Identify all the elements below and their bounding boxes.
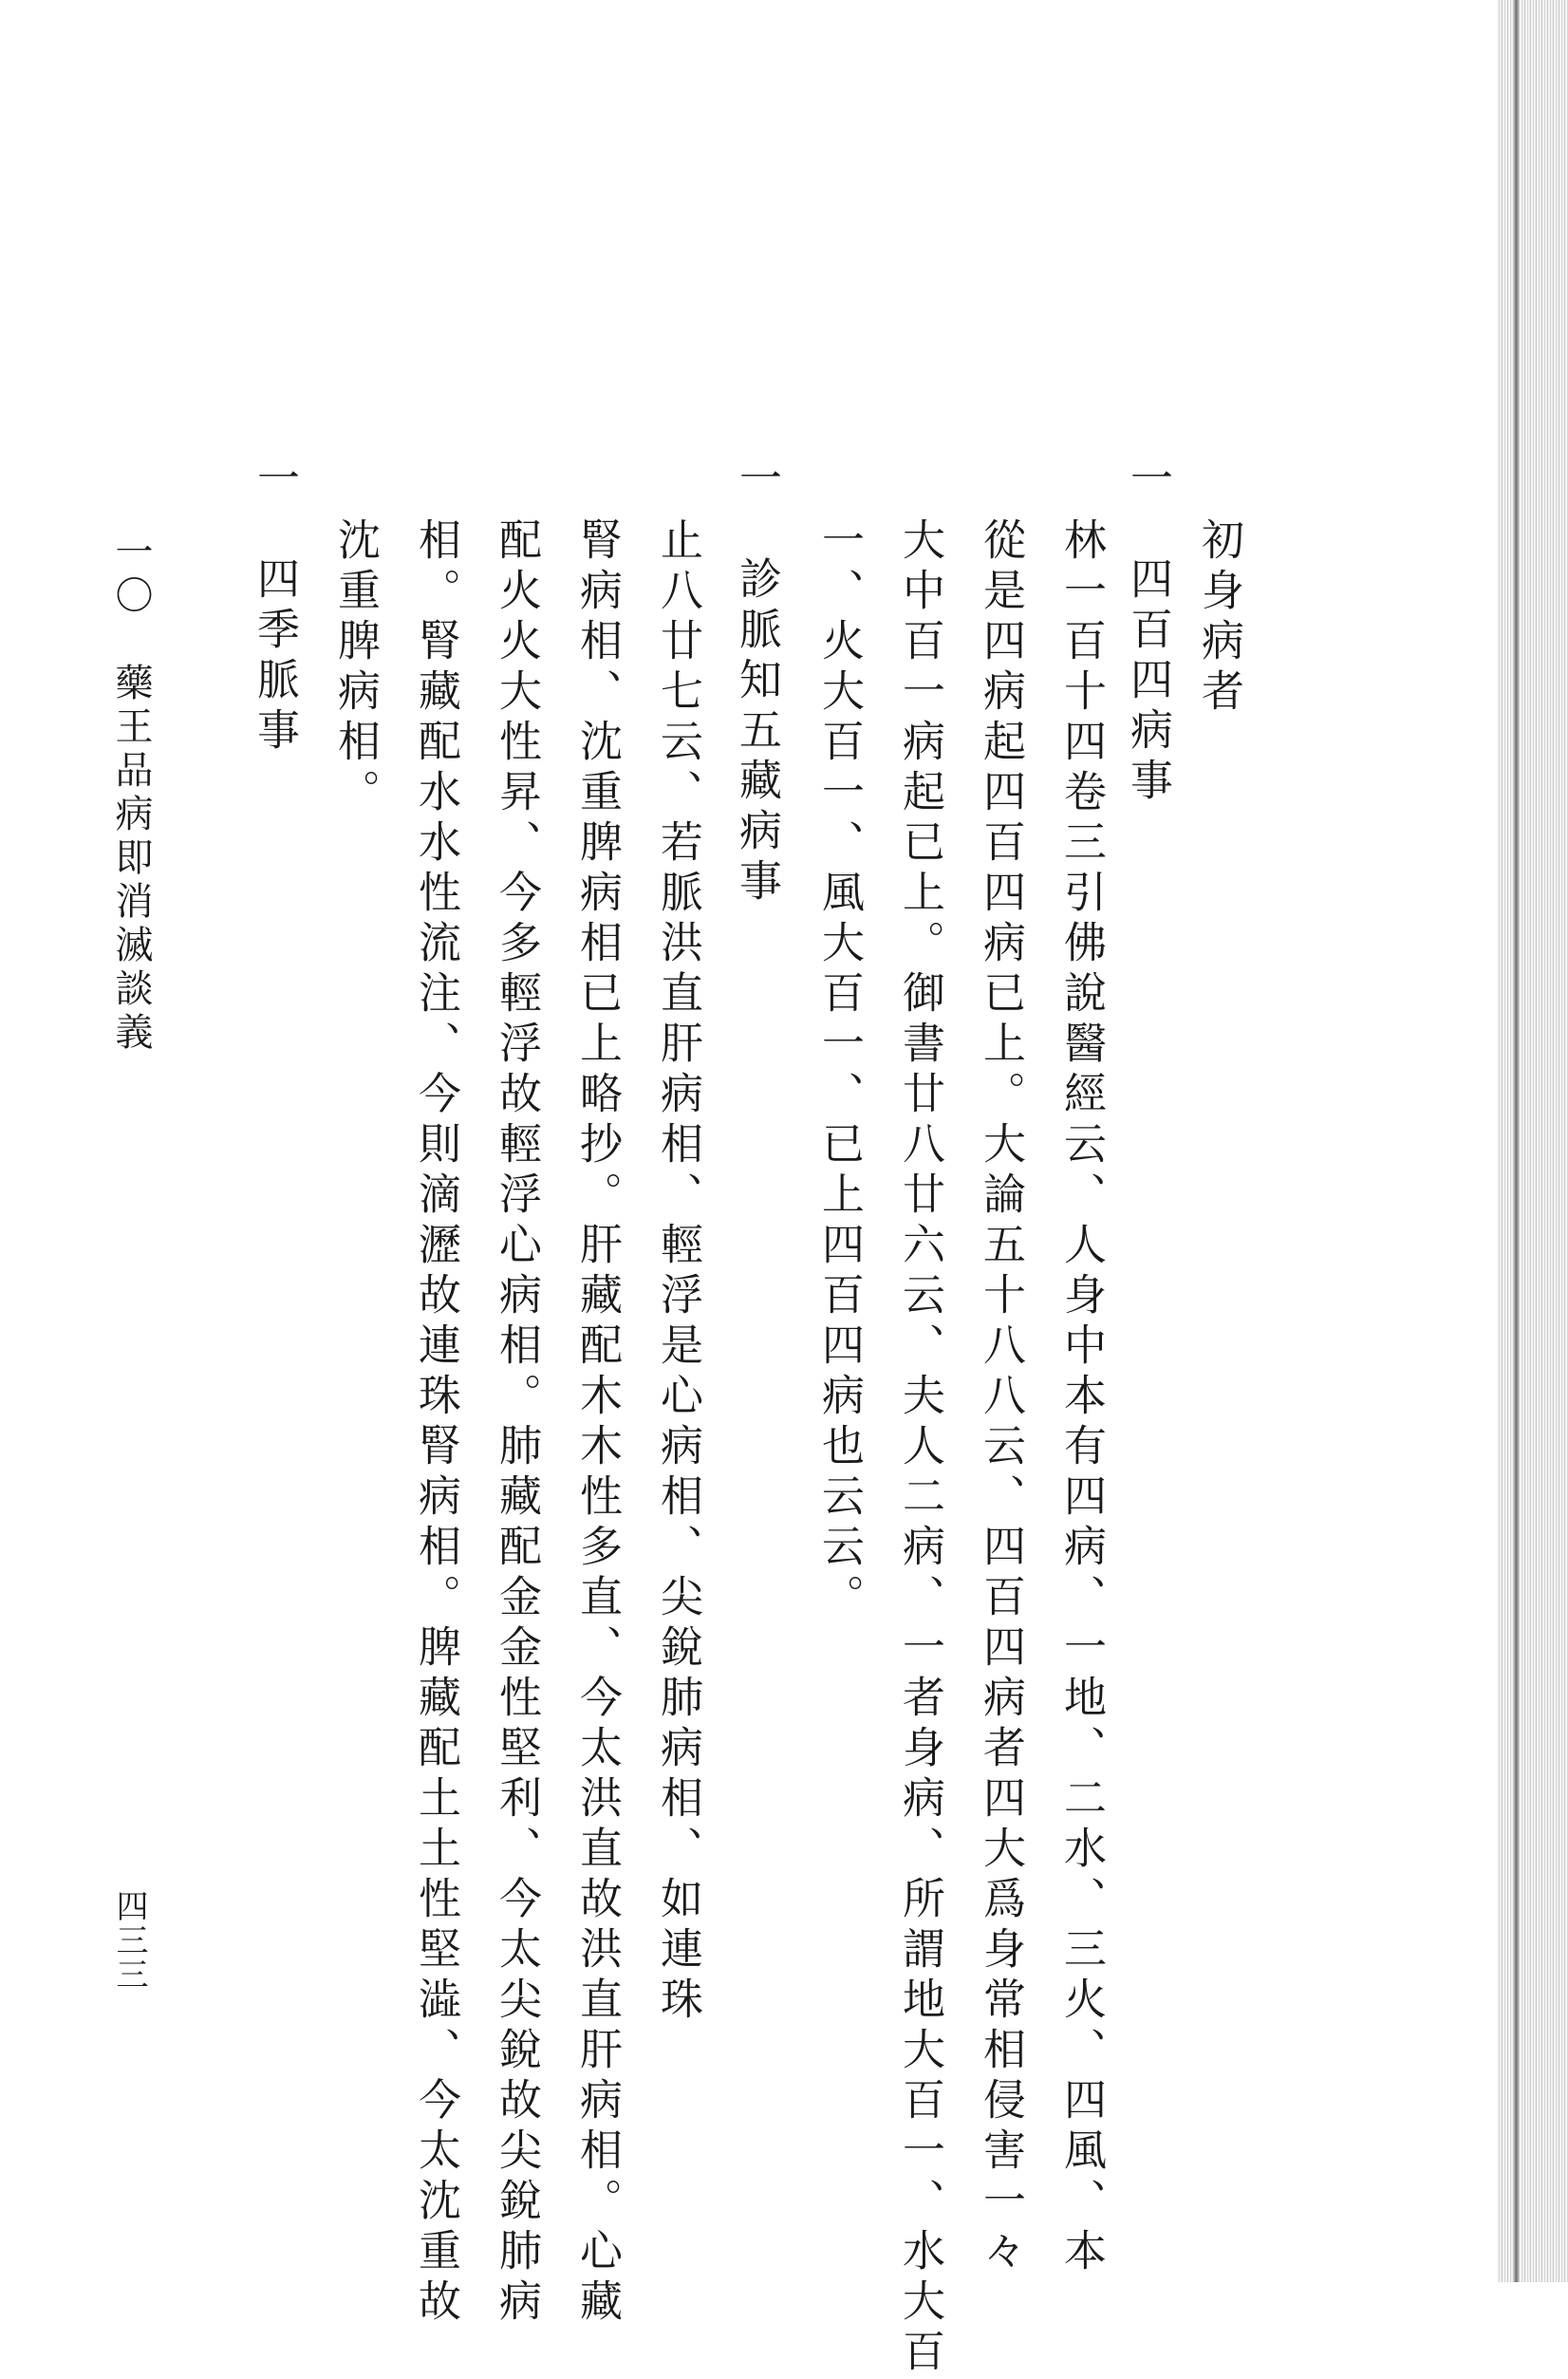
text-column: 一 四百四病事 (1123, 456, 1173, 808)
section-title: 初身病者 (1194, 517, 1244, 719)
page-edge-fold-line (1514, 0, 1519, 2282)
text-column: 一 四季脈事 (250, 456, 300, 758)
page-number: 四三三 (110, 1889, 148, 1992)
text-column: 林一百十四卷三引佛說醫經云、人身中本有四病、一地、二水、三火、四風、本 (1056, 517, 1107, 2278)
text-column: 大中百一病起已上。御書廿八廿六云、夫人二病、一者身病、所謂地大百一、水大百 (895, 517, 945, 2379)
page-edge-scan-shadow (1497, 0, 1568, 2282)
text-column: 一、火大百一、風大百一、已上四百四病也云云。 (814, 517, 865, 1624)
text-column: 相。腎藏配水水性流注、今則滴瀝故連珠腎病相。脾藏配土土性堅澁、今太沈重故 (411, 517, 461, 2329)
text-column: 腎病相、沈重脾病相已上略抄。肝藏配木木性多直、今太洪直故洪直肝病相。心藏 (572, 517, 623, 2329)
text-column: 配火火大性昇、今多輕浮故輕浮心病相。肺藏配金金性堅利、今太尖銳故尖銳肺病 (492, 517, 542, 2329)
text-column: 止八廿七云、若脈洪直肝病相、輕浮是心病相、尖銳肺病相、如連珠 (653, 517, 703, 2027)
text-column: 一 診脈知五藏病事 (732, 456, 782, 909)
text-column: 沈重脾病相。 (330, 517, 381, 819)
text-column: 從是四病起四百四病已上。大論五十八八云、四百四病者四大爲身常相侵害一々 (976, 517, 1026, 2278)
running-title: 一〇 藥王品病即消滅談義 (109, 532, 153, 1056)
